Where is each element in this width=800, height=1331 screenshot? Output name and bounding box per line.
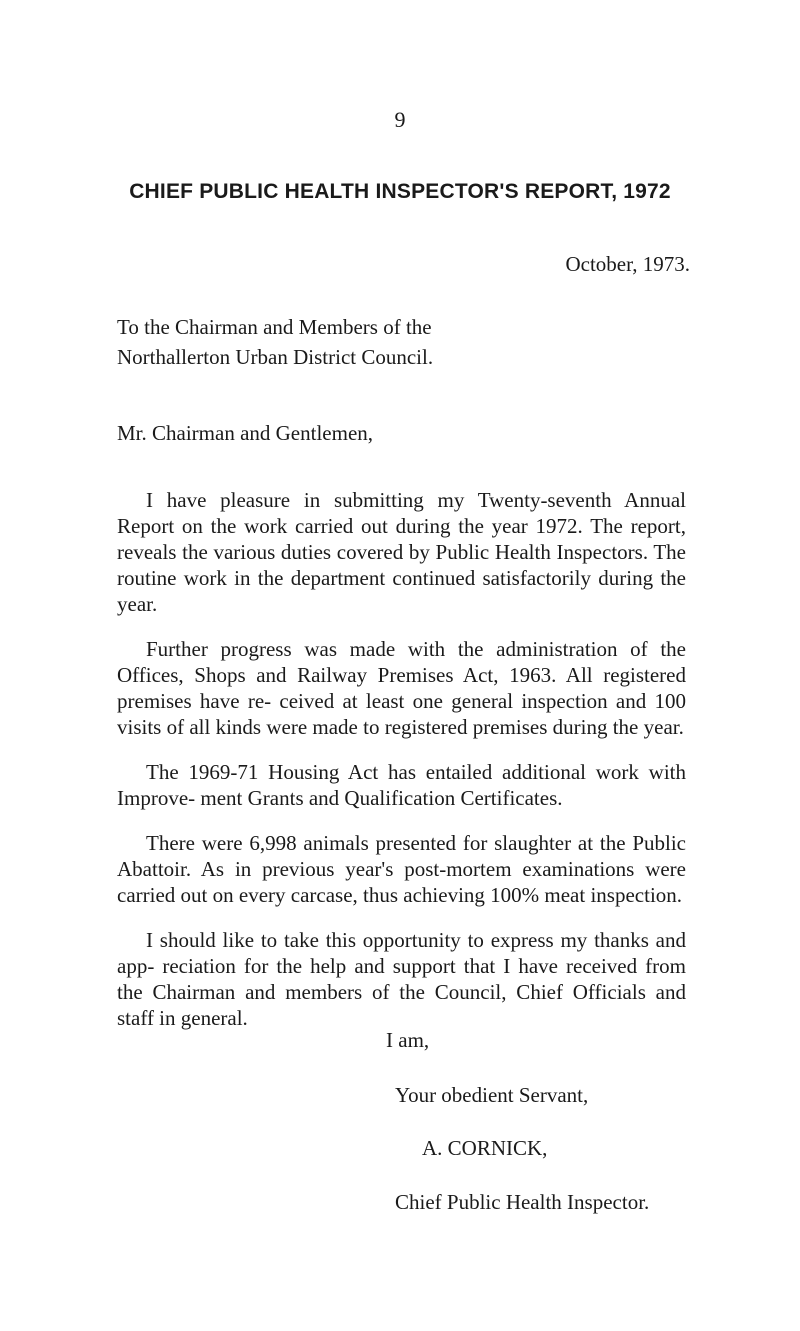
- addressee-line: Northallerton Urban District Council.: [117, 345, 434, 369]
- body-paragraph: Further progress was made with the administration of the Offices, Shops and Railway Premises Act, 1963. All registered premises have re- ceived at least one general inspection and 100 visits of all kinds were made to registered premises during the year.: [117, 637, 686, 739]
- letter-body: [117, 487, 686, 1050]
- page-number: 9: [394, 107, 406, 132]
- closing-i-am: I am,: [386, 1028, 430, 1052]
- body-paragraph: The 1969-71 Housing Act has entailed additional work with Improve- ment Grants and Qualification Certificates.: [117, 760, 686, 810]
- addressee-line: To the Chairman and Members of the: [117, 315, 432, 339]
- body-paragraph: I should like to take this opportunity to express my thanks and app- reciation for the help and support that I have received from the Chairman and members of the Council, Chief Officials and staff in general.: [117, 928, 686, 1030]
- report-title: CHIEF PUBLIC HEALTH INSPECTOR'S REPORT, 1972: [129, 180, 671, 203]
- closing-servant: Your obedient Servant,: [395, 1083, 589, 1107]
- addressee-block: [117, 312, 433, 372]
- body-paragraph: There were 6,998 animals presented for slaughter at the Public Abattoir. As in previous year's post-mortem examinations were carried out on every carcase, thus achieving 100% meat inspection.: [117, 831, 686, 907]
- salutation: Mr. Chairman and Gentlemen,: [117, 421, 374, 445]
- body-paragraph: I have pleasure in submitting my Twenty-seventh Annual Report on the work carried out during the year 1972. The report, reveals the various duties covered by Public Health Inspectors. The routine work in the department continued satisfactorily during the year.: [117, 488, 686, 616]
- signatory-name: A. CORNICK,: [422, 1136, 548, 1160]
- letter-date: October, 1973.: [565, 252, 690, 276]
- signatory-title: Chief Public Health Inspector.: [395, 1190, 650, 1214]
